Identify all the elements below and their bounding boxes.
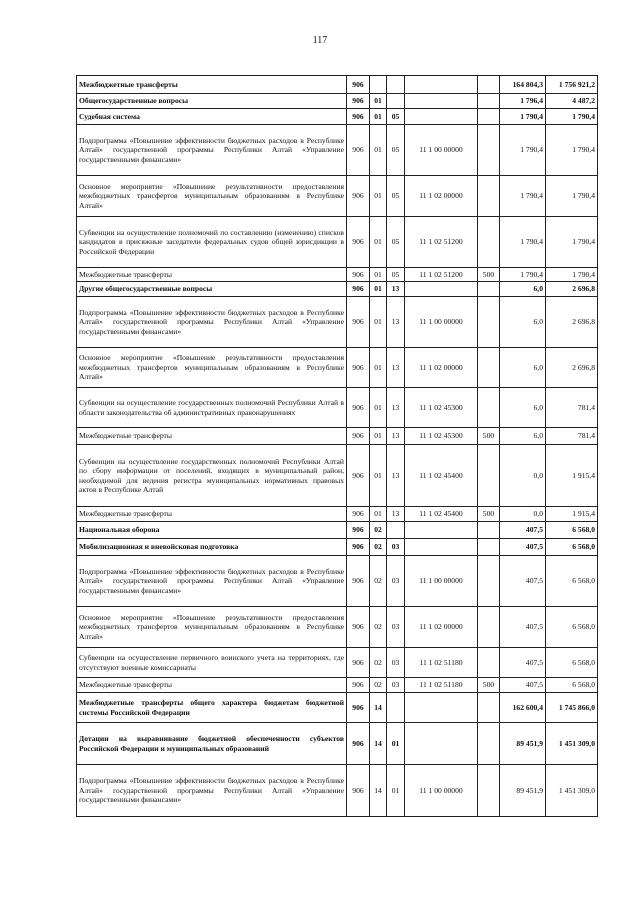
cell-section: 01	[370, 125, 387, 176]
cell-target-article: 11 1 02 51180	[405, 678, 478, 693]
cell-amount-year1: 1 790,4	[500, 125, 546, 176]
cell-amount-year2: 1 451 309,0	[546, 765, 598, 817]
cell-subsection: 13	[387, 388, 405, 428]
cell-admin-code: 906	[347, 94, 370, 109]
cell-subsection: 13	[387, 445, 405, 507]
cell-amount-year2: 1 790,4	[546, 268, 598, 282]
cell-subsection	[387, 693, 405, 723]
cell-subsection	[387, 94, 405, 109]
cell-name: Межбюджетные трансферты	[77, 507, 347, 522]
cell-section: 01	[370, 297, 387, 348]
cell-target-article	[405, 282, 478, 297]
cell-admin-code: 906	[347, 125, 370, 176]
cell-admin-code: 906	[347, 428, 370, 445]
cell-expense-type	[478, 109, 500, 125]
cell-amount-year1: 407,5	[500, 648, 546, 678]
cell-name: Субвенции на осуществление государственных полномочий Республики Алтай в области законодательства об административных правонарушениях	[77, 388, 347, 428]
cell-expense-type	[478, 522, 500, 539]
cell-name: Подпрограмма «Повышение эффективности бюджетных расходов в Республике Алтай» государственной программы Республики Алтай «Управление государственными финансами»	[77, 125, 347, 176]
cell-subsection: 05	[387, 109, 405, 125]
cell-target-article	[405, 94, 478, 109]
cell-amount-year1: 6,0	[500, 348, 546, 388]
cell-amount-year2: 6 568,0	[546, 678, 598, 693]
cell-admin-code: 906	[347, 76, 370, 94]
cell-expense-type	[478, 693, 500, 723]
cell-amount-year2: 1 915,4	[546, 507, 598, 522]
cell-subsection: 13	[387, 428, 405, 445]
table-row	[77, 693, 598, 723]
cell-section: 02	[370, 522, 387, 539]
cell-amount-year1: 6,0	[500, 388, 546, 428]
cell-section: 01	[370, 109, 387, 125]
cell-amount-year2: 4 487,2	[546, 94, 598, 109]
cell-section: 02	[370, 607, 387, 648]
cell-section: 01	[370, 217, 387, 268]
cell-expense-type	[478, 125, 500, 176]
cell-amount-year1: 407,5	[500, 556, 546, 607]
table-row	[77, 607, 598, 648]
cell-admin-code: 906	[347, 507, 370, 522]
cell-admin-code: 906	[347, 522, 370, 539]
cell-admin-code: 906	[347, 282, 370, 297]
cell-section: 01	[370, 507, 387, 522]
page-number: 117	[312, 35, 328, 46]
table-row	[77, 522, 598, 539]
cell-name: Основное мероприятие «Повышение результативности предоставления межбюджетных трансфертов муниципальным образованиям в Республике Алтай»	[77, 176, 347, 217]
table-row	[77, 678, 598, 693]
cell-section: 02	[370, 678, 387, 693]
cell-amount-year1: 1 790,4	[500, 176, 546, 217]
cell-target-article: 11 1 00 00000	[405, 765, 478, 817]
cell-expense-type	[478, 723, 500, 765]
cell-expense-type	[478, 176, 500, 217]
cell-section: 01	[370, 428, 387, 445]
cell-subsection: 03	[387, 607, 405, 648]
cell-target-article	[405, 76, 478, 94]
table-row	[77, 539, 598, 556]
cell-subsection: 05	[387, 217, 405, 268]
cell-admin-code: 906	[347, 678, 370, 693]
cell-amount-year2: 1 790,4	[546, 217, 598, 268]
cell-amount-year1: 1 796,4	[500, 94, 546, 109]
cell-amount-year2: 2 696,8	[546, 282, 598, 297]
cell-expense-type	[478, 556, 500, 607]
cell-amount-year2: 6 568,0	[546, 607, 598, 648]
cell-expense-type: 500	[478, 428, 500, 445]
cell-admin-code: 906	[347, 539, 370, 556]
table-row	[77, 125, 598, 176]
cell-section: 01	[370, 94, 387, 109]
cell-name: Основное мероприятие «Повышение результативности предоставления межбюджетных трансфертов муниципальным образованиям в Республике Алтай»	[77, 607, 347, 648]
cell-expense-type	[478, 76, 500, 94]
cell-target-article	[405, 693, 478, 723]
cell-name: Дотации на выравнивание бюджетной обеспеченности субъектов Российской Федерации и муниципальных образований	[77, 723, 347, 765]
cell-amount-year2: 1 915,4	[546, 445, 598, 507]
table-row	[77, 388, 598, 428]
cell-admin-code: 906	[347, 176, 370, 217]
cell-amount-year2: 781,4	[546, 428, 598, 445]
cell-subsection: 13	[387, 507, 405, 522]
cell-admin-code: 906	[347, 388, 370, 428]
cell-amount-year1: 1 790,4	[500, 268, 546, 282]
cell-amount-year1: 0,0	[500, 507, 546, 522]
cell-name: Межбюджетные трансферты	[77, 428, 347, 445]
cell-name: Субвенции на осуществление полномочий по составлению (изменению) списков кандидатов в присяжные заседатели федеральных судов общей юрисдикции в Российской Федерации	[77, 217, 347, 268]
cell-admin-code: 906	[347, 648, 370, 678]
cell-expense-type	[478, 648, 500, 678]
cell-amount-year1: 6,0	[500, 297, 546, 348]
cell-expense-type: 500	[478, 507, 500, 522]
cell-amount-year2: 1 756 921,2	[546, 76, 598, 94]
cell-subsection	[387, 76, 405, 94]
cell-section: 14	[370, 765, 387, 817]
cell-target-article: 11 1 02 45300	[405, 428, 478, 445]
cell-target-article	[405, 723, 478, 765]
cell-amount-year2: 6 568,0	[546, 522, 598, 539]
table-row	[77, 76, 598, 94]
cell-subsection: 03	[387, 678, 405, 693]
table-row	[77, 282, 598, 297]
cell-name: Судебная система	[77, 109, 347, 125]
table-row	[77, 348, 598, 388]
cell-section: 01	[370, 388, 387, 428]
cell-admin-code: 906	[347, 607, 370, 648]
cell-amount-year2: 1 745 866,0	[546, 693, 598, 723]
cell-expense-type: 500	[478, 268, 500, 282]
cell-amount-year1: 164 804,3	[500, 76, 546, 94]
cell-name: Субвенции на осуществление государственных полномочий Республики Алтай по сбору информации от поселений, входящих в муниципальный район, необходимой для ведения регистра муниципальных нормативных правовых актов в Республике Алтай	[77, 445, 347, 507]
cell-amount-year2: 1 451 309,0	[546, 723, 598, 765]
cell-name: Другие общегосударственные вопросы	[77, 282, 347, 297]
cell-section	[370, 76, 387, 94]
cell-section: 01	[370, 282, 387, 297]
cell-subsection: 13	[387, 348, 405, 388]
table-row	[77, 445, 598, 507]
cell-subsection: 13	[387, 297, 405, 348]
cell-admin-code: 906	[347, 268, 370, 282]
cell-amount-year2: 781,4	[546, 388, 598, 428]
cell-amount-year1: 407,5	[500, 678, 546, 693]
cell-expense-type	[478, 445, 500, 507]
cell-target-article: 11 1 02 45300	[405, 388, 478, 428]
cell-target-article	[405, 522, 478, 539]
cell-expense-type	[478, 297, 500, 348]
table-row	[77, 109, 598, 125]
cell-expense-type	[478, 765, 500, 817]
cell-amount-year1: 1 790,4	[500, 217, 546, 268]
cell-name: Подпрограмма «Повышение эффективности бюджетных расходов в Республике Алтай» государственной программы Республики Алтай «Управление государственными финансами»	[77, 765, 347, 817]
cell-amount-year2: 1 790,4	[546, 125, 598, 176]
cell-section: 01	[370, 445, 387, 507]
cell-section: 02	[370, 648, 387, 678]
cell-section: 14	[370, 693, 387, 723]
cell-admin-code: 906	[347, 109, 370, 125]
cell-admin-code: 906	[347, 556, 370, 607]
cell-section: 02	[370, 539, 387, 556]
cell-subsection: 01	[387, 723, 405, 765]
cell-expense-type	[478, 94, 500, 109]
cell-target-article: 11 1 02 00000	[405, 348, 478, 388]
cell-name: Подпрограмма «Повышение эффективности бюджетных расходов в Республике Алтай» государственной программы Республики Алтай «Управление государственными финансами»	[77, 297, 347, 348]
cell-subsection: 05	[387, 125, 405, 176]
cell-subsection: 05	[387, 268, 405, 282]
cell-amount-year1: 1 790,4	[500, 109, 546, 125]
table-row	[77, 723, 598, 765]
budget-table	[76, 75, 598, 817]
cell-amount-year2: 6 568,0	[546, 539, 598, 556]
cell-amount-year1: 162 600,4	[500, 693, 546, 723]
cell-name: Подпрограмма «Повышение эффективности бюджетных расходов в Республике Алтай» государственной программы Республики Алтай «Управление государственными финансами»	[77, 556, 347, 607]
table-row	[77, 556, 598, 607]
cell-name: Мобилизационная и вневойсковая подготовка	[77, 539, 347, 556]
cell-section: 01	[370, 348, 387, 388]
cell-name: Межбюджетные трансферты	[77, 678, 347, 693]
cell-expense-type	[478, 348, 500, 388]
table-row	[77, 176, 598, 217]
table-body	[77, 76, 598, 817]
cell-amount-year1: 0,0	[500, 445, 546, 507]
table-row	[77, 268, 598, 282]
cell-amount-year2: 2 696,8	[546, 348, 598, 388]
cell-admin-code: 906	[347, 693, 370, 723]
cell-amount-year2: 2 696,8	[546, 297, 598, 348]
cell-subsection: 03	[387, 556, 405, 607]
cell-expense-type	[478, 539, 500, 556]
cell-name: Общегосударственные вопросы	[77, 94, 347, 109]
cell-name: Межбюджетные трансферты	[77, 268, 347, 282]
cell-subsection: 05	[387, 176, 405, 217]
table-row	[77, 765, 598, 817]
cell-expense-type: 500	[478, 678, 500, 693]
cell-amount-year1: 407,5	[500, 522, 546, 539]
cell-section: 01	[370, 176, 387, 217]
cell-subsection: 01	[387, 765, 405, 817]
cell-amount-year1: 407,5	[500, 607, 546, 648]
cell-section: 01	[370, 268, 387, 282]
table-row	[77, 507, 598, 522]
cell-section: 02	[370, 556, 387, 607]
cell-target-article: 11 1 02 00000	[405, 176, 478, 217]
cell-amount-year1: 6,0	[500, 282, 546, 297]
cell-subsection: 03	[387, 539, 405, 556]
cell-target-article: 11 1 02 51200	[405, 268, 478, 282]
cell-amount-year2: 6 568,0	[546, 556, 598, 607]
table-row	[77, 94, 598, 109]
cell-name: Межбюджетные трансферты	[77, 76, 347, 94]
cell-expense-type	[478, 607, 500, 648]
cell-admin-code: 906	[347, 723, 370, 765]
cell-admin-code: 906	[347, 765, 370, 817]
cell-subsection	[387, 522, 405, 539]
cell-admin-code: 906	[347, 445, 370, 507]
cell-name: Национальная оборона	[77, 522, 347, 539]
cell-admin-code: 906	[347, 297, 370, 348]
table-row	[77, 217, 598, 268]
cell-admin-code: 906	[347, 348, 370, 388]
cell-name: Основное мероприятие «Повышение результативности предоставления межбюджетных трансфертов муниципальным образованиям в Республике Алтай»	[77, 348, 347, 388]
cell-target-article: 11 1 02 45400	[405, 445, 478, 507]
cell-target-article: 11 1 02 51200	[405, 217, 478, 268]
cell-subsection: 13	[387, 282, 405, 297]
cell-subsection: 03	[387, 648, 405, 678]
cell-expense-type	[478, 282, 500, 297]
cell-name: Субвенции на осуществление первичного воинского учета на территориях, где отсутствуют военные комиссариаты	[77, 648, 347, 678]
cell-target-article: 11 1 02 51180	[405, 648, 478, 678]
cell-admin-code: 906	[347, 217, 370, 268]
cell-target-article	[405, 109, 478, 125]
cell-expense-type	[478, 217, 500, 268]
cell-target-article: 11 1 00 00000	[405, 556, 478, 607]
table-row	[77, 648, 598, 678]
cell-target-article	[405, 539, 478, 556]
cell-amount-year2: 6 568,0	[546, 648, 598, 678]
cell-amount-year2: 1 790,4	[546, 109, 598, 125]
cell-expense-type	[478, 388, 500, 428]
cell-section: 14	[370, 723, 387, 765]
cell-target-article: 11 1 00 00000	[405, 297, 478, 348]
cell-name: Межбюджетные трансферты общего характера бюджетам бюджетной системы Российской Федерации	[77, 693, 347, 723]
cell-target-article: 11 1 02 45400	[405, 507, 478, 522]
cell-amount-year1: 89 451,9	[500, 723, 546, 765]
table-row	[77, 297, 598, 348]
cell-amount-year1: 6,0	[500, 428, 546, 445]
table-row	[77, 428, 598, 445]
cell-amount-year1: 407,5	[500, 539, 546, 556]
cell-amount-year2: 1 790,4	[546, 176, 598, 217]
cell-amount-year1: 89 451,9	[500, 765, 546, 817]
cell-target-article: 11 1 00 00000	[405, 125, 478, 176]
cell-target-article: 11 1 02 00000	[405, 607, 478, 648]
